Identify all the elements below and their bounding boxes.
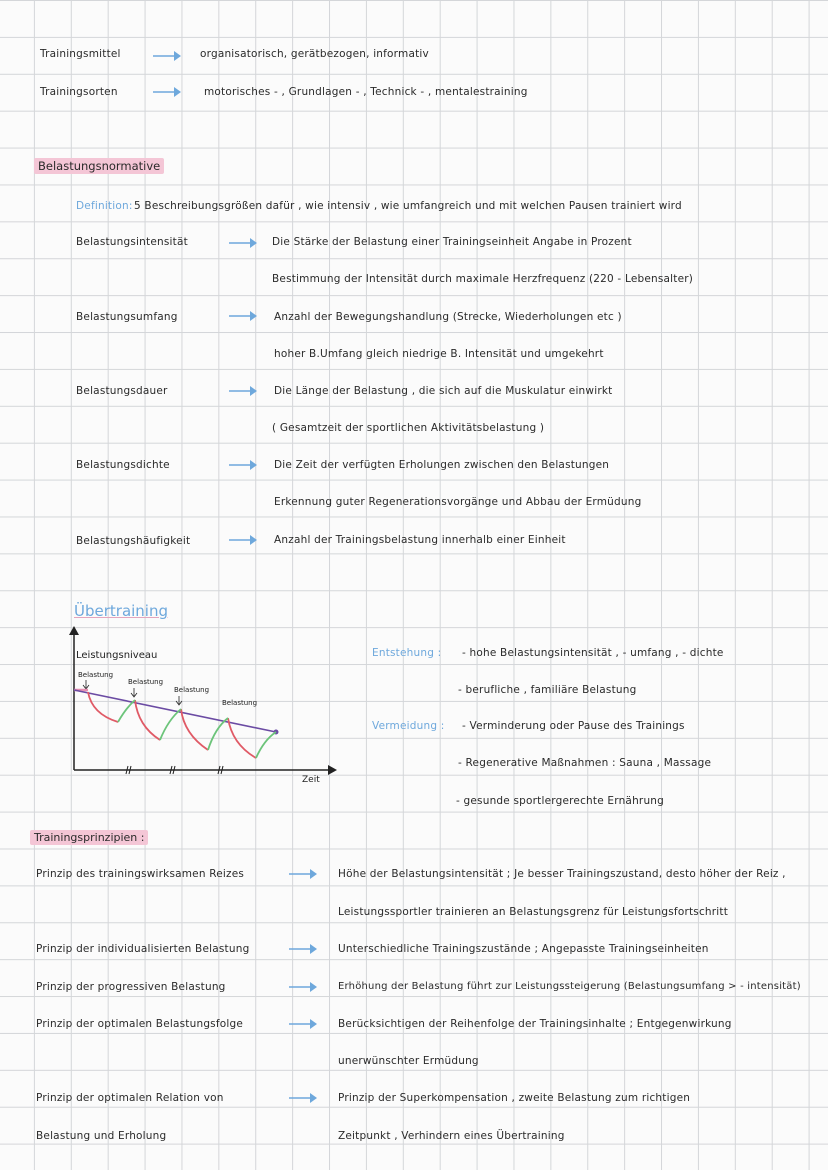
arrow-right-icon xyxy=(228,385,258,397)
arrow-right-icon xyxy=(152,50,182,62)
prinzip-label: Prinzip der individualisierten Belastung xyxy=(36,943,250,955)
vermeidung-item: - gesunde sportlergerechte Ernährung xyxy=(456,795,665,807)
prinzip-label-line2: Belastung und Erholung xyxy=(36,1130,167,1142)
belastungsumfang-line1: Anzahl der Bewegungshandlung (Strecke, Wiederholungen etc ) xyxy=(274,311,622,323)
marker-label: Belastung xyxy=(222,699,258,707)
prinzip-label: Prinzip der optimalen Relation von xyxy=(36,1092,224,1104)
belastungsdichte-line1: Die Zeit der verfügten Erholungen zwischen den Belastungen xyxy=(274,459,610,471)
belastungsdauer-line1: Die Länge der Belastung , die sich auf die Muskulatur einwirkt xyxy=(274,385,613,397)
belastungsintensitaet-label: Belastungsintensität xyxy=(76,236,188,248)
trainingsorten-text: motorisches - , Grundlagen - , Technick - , mentalestraining xyxy=(204,86,528,98)
entstehung-label: Entstehung : xyxy=(372,647,442,659)
belastungsnormative-heading: Belastungsnormative xyxy=(34,158,164,174)
arrow-right-icon xyxy=(288,1018,318,1030)
trainingsmittel-text: organisatorisch, gerätbezogen, informativ xyxy=(200,48,429,60)
entstehung-item: - berufliche , familiäre Belastung xyxy=(458,684,637,696)
belastungshaeufigkeit-label: Belastungshäufigkeit xyxy=(76,535,191,547)
trainingsmittel-label: Trainingsmittel xyxy=(40,48,121,60)
belastungsintensitaet-line2: Bestimmung der Intensität durch maximale Herzfrequenz (220 - Lebensalter) xyxy=(272,273,694,285)
prinzip-line2: Leistungssportler trainieren an Belastungsgrenz für Leistungsfortschritt xyxy=(338,906,729,918)
uebertraining-diagram xyxy=(60,622,350,792)
prinzip-line1: Erhöhung der Belastung führt zur Leistungssteigerung (Belastungsumfang > - intensität) xyxy=(338,981,801,992)
prinzip-line2: Zeitpunkt , Verhindern eines Übertraining xyxy=(338,1130,565,1142)
marker-label: Belastung xyxy=(174,686,210,694)
vermeidung-label: Vermeidung : xyxy=(372,720,445,732)
belastungsintensitaet-line1: Die Stärke der Belastung einer Trainingseinheit Angabe in Prozent xyxy=(272,236,632,248)
prinzip-line2: unerwünschter Ermüdung xyxy=(338,1055,479,1067)
arrow-right-icon xyxy=(288,868,318,880)
belastungsdichte-line2: Erkennung guter Regenerationsvorgänge und Abbau der Ermüdung xyxy=(274,496,642,508)
prinzip-line1: Höhe der Belastungsintensität ; Je besser Trainingszustand, desto höher der Reiz , xyxy=(338,868,786,880)
arrow-right-icon xyxy=(228,310,258,322)
definition-text: 5 Beschreibungsgrößen dafür , wie intensiv , wie umfangreich und mit welchen Pausen trainiert wird xyxy=(134,200,682,212)
prinzip-line1: Unterschiedliche Trainingszustände ; Angepasste Trainingseinheiten xyxy=(338,943,709,955)
marker-label: Belastung xyxy=(78,671,114,679)
prinzip-line1: Prinzip der Superkompensation , zweite Belastung zum richtigen xyxy=(338,1092,691,1104)
prinzip-line1: Berücksichtigen der Reihenfolge der Trainingsinhalte ; Entgegenwirkung xyxy=(338,1018,732,1030)
arrow-right-icon xyxy=(228,459,258,471)
belastungsdichte-label: Belastungsdichte xyxy=(76,459,170,471)
belastungsdauer-label: Belastungsdauer xyxy=(76,385,168,397)
belastungsdauer-line2: ( Gesamtzeit der sportlichen Aktivitätsbelastung ) xyxy=(272,422,545,434)
uebertraining-title: Übertraining xyxy=(74,602,169,620)
prinzip-label: Prinzip der progressiven Belastung xyxy=(36,981,226,993)
arrow-right-icon xyxy=(288,981,318,993)
belastungsumfang-line2: hoher B.Umfang gleich niedrige B. Intensität und umgekehrt xyxy=(274,348,604,360)
y-axis-label: Leistungsniveau xyxy=(76,650,158,661)
arrow-right-icon xyxy=(228,237,258,249)
trainingsprinzipien-heading: Trainingsprinzipien : xyxy=(30,830,148,845)
arrow-right-icon xyxy=(288,1092,318,1104)
marker-label: Belastung xyxy=(128,678,164,686)
belastungsumfang-label: Belastungsumfang xyxy=(76,311,178,323)
vermeidung-item: - Regenerative Maßnahmen : Sauna , Massage xyxy=(458,757,712,769)
prinzip-label: Prinzip der optimalen Belastungsfolge xyxy=(36,1018,244,1030)
definition-label: Definition: xyxy=(76,200,133,212)
arrow-right-icon xyxy=(288,943,318,955)
entstehung-item: - hohe Belastungsintensität , - umfang , - dichte xyxy=(462,647,724,659)
arrow-right-icon xyxy=(228,534,258,546)
prinzip-label: Prinzip des trainingswirksamen Reizes xyxy=(36,868,245,880)
arrow-right-icon xyxy=(152,86,182,98)
vermeidung-item: - Verminderung oder Pause des Trainings xyxy=(462,720,685,732)
trainingsorten-label: Trainingsorten xyxy=(40,86,118,98)
x-axis-label: Zeit xyxy=(302,775,320,785)
belastungshaeufigkeit-line1: Anzahl der Trainingsbelastung innerhalb einer Einheit xyxy=(274,534,566,546)
